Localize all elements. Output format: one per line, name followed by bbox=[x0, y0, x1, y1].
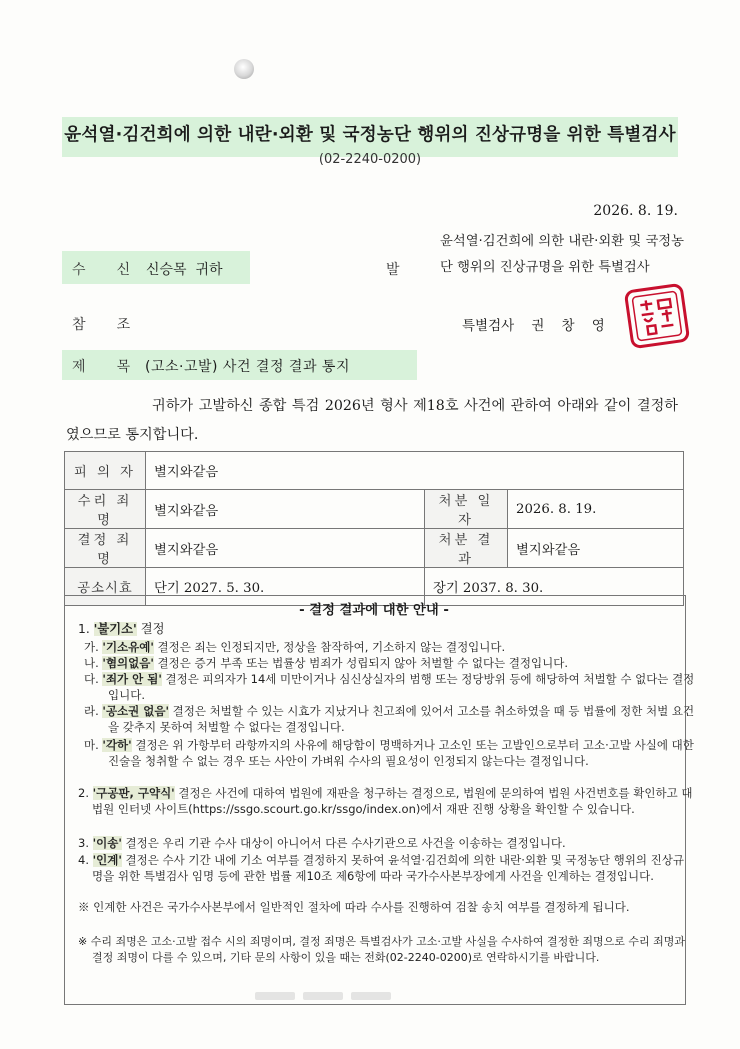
sub-text: 결정은 위 가항부터 라항까지의 사유에 해당함이 명백하거나 고소인 또는 고발인으로부터 고소·고발 사실에 대한 진술을 청취할 수 없는 경우 또는 사안이 가벼워 수사의 필요성이 인정되지 않는다는 결정입니다. bbox=[108, 738, 694, 768]
disposition-result-value: 별지와같음 bbox=[508, 529, 684, 568]
sender-name: 특별검사 권 창 영 bbox=[462, 318, 605, 334]
note-text: 인계한 사건은 국가수사본부에서 일반적인 절차에 따라 수사를 진행하여 검찰 송치 여부를 결정하게 됩니다. bbox=[93, 900, 630, 914]
charge-label: 수리 죄명 bbox=[65, 490, 146, 529]
sub-prefix: 다. bbox=[84, 672, 99, 686]
disposition-result-label: 처분 결과 bbox=[425, 529, 508, 568]
guide-item-2 bbox=[78, 786, 694, 817]
decision-charge-value: 별지와같음 bbox=[146, 529, 425, 568]
sub-text: 결정은 처벌할 수 있는 시효가 지났거나 친고죄에 있어서 고소를 취소하였을 때 등 법률에 정한 처벌 요건을 갖추지 못하여 처벌할 수 없다는 결정입니다. bbox=[108, 704, 695, 734]
sub-prefix: 라. bbox=[84, 704, 99, 718]
guide-note-1 bbox=[78, 900, 694, 916]
guide-sub-ma bbox=[84, 738, 704, 769]
subject-text: (고소·고발) 사건 결정 결과 통지 bbox=[145, 359, 350, 375]
guide-sub-ra bbox=[84, 704, 704, 735]
notice-body: 귀하가 고발하신 종합 특검 2026년 형사 제18호 사건에 관하여 아래와 같이 결정하였으므로 통지합니다. bbox=[66, 398, 678, 443]
sub-prefix: 가. bbox=[84, 640, 99, 654]
term-transfer: '이송' bbox=[92, 836, 122, 850]
limitation-short: 단기 2027. 5. 30. bbox=[146, 568, 425, 606]
item-text: 결정 bbox=[136, 622, 165, 636]
decision-charge-label: 결정 죄명 bbox=[65, 529, 146, 568]
sender-org: 윤석열·김건희에 의한 내란·외환 및 국정농단 행위의 진상규명을 위한 특별검사 bbox=[440, 234, 684, 275]
item-text: 결정은 우리 기관 수사 대상이 아니어서 다른 수사기관으로 사건을 이송하는 결정입니다. bbox=[121, 836, 566, 850]
subject-label: 제 목 bbox=[72, 359, 131, 375]
agency-title: 윤석열·김건희에 의한 내란·외환 및 국정농단 행위의 진상규명을 위한 특별검사 bbox=[64, 125, 676, 145]
item-number: 2. bbox=[78, 786, 89, 800]
guide-note-2 bbox=[78, 934, 694, 965]
sender-label: 발 bbox=[386, 262, 400, 278]
guide-item-3 bbox=[78, 836, 694, 852]
sub-text: 결정은 피의자가 14세 미만이거나 심신상실자의 범행 또는 정당방위 등에 해당하여 처벌할 수 없다는 결정입니다. bbox=[108, 672, 695, 702]
term-suspended: '기소유예' bbox=[102, 640, 154, 654]
recipient-label: 수 신 bbox=[72, 262, 131, 278]
term-dismissal: '각하' bbox=[102, 738, 132, 752]
reference-label: 참 조 bbox=[72, 317, 131, 333]
sub-prefix: 마. bbox=[84, 738, 99, 752]
item-number: 4. bbox=[78, 853, 89, 867]
limitation-label: 공소시효 bbox=[65, 568, 146, 606]
table-row bbox=[65, 452, 684, 490]
note-text: 수리 죄명은 고소·고발 접수 시의 죄명이며, 결정 죄명은 특별검사가 고소·고발 사실을 수사하여 결정한 죄명으로 수리 죄명과 결정 죄명이 다를 수 있으며, 기타 문의 사항이 있을 때는 전화(02-2240-0200)로 연락하시기를 바랍니다. bbox=[90, 935, 685, 964]
term-nonprosecution: '불기소' bbox=[93, 622, 137, 636]
recipient-name: 신승목 귀하 bbox=[146, 262, 223, 278]
term-indictment: '구공판, 구약식' bbox=[92, 786, 175, 800]
term-handover: '인계' bbox=[92, 853, 122, 867]
sub-prefix: 나. bbox=[84, 656, 99, 670]
case-info-table bbox=[64, 451, 684, 606]
disposition-date-value: 2026. 8. 19. bbox=[508, 490, 684, 529]
sub-text: 결정은 죄는 인정되지만, 정상을 참작하여, 기소하지 않는 결정입니다. bbox=[153, 640, 506, 654]
official-seal-icon bbox=[622, 281, 692, 351]
guide-sub-da bbox=[84, 672, 704, 703]
term-no-charge: '혐의없음' bbox=[102, 656, 154, 670]
note-mark: ※ bbox=[78, 935, 88, 948]
item-text: 결정은 사건에 대하여 법원에 재판을 청구하는 결정으로, 법원에 문의하여 법원 사건번호를 확인하고 대법원 인터넷 사이트(https://ssgo.scourt.go.kr/ssgo/index.on)에서 재판 진행 상황을 확인할 수 있습니다. bbox=[92, 786, 693, 816]
redacted-footer bbox=[255, 985, 435, 999]
guide-sub-na bbox=[84, 656, 704, 672]
suspect-value: 별지와같음 bbox=[146, 452, 684, 490]
punch-hole bbox=[234, 59, 254, 79]
charge-value: 별지와같음 bbox=[146, 490, 425, 529]
guide-item-4 bbox=[78, 853, 694, 884]
guide-item-1 bbox=[78, 622, 678, 638]
sub-text: 결정은 증거 부족 또는 법률상 범죄가 성립되지 않아 처벌할 수 없다는 결정입니다. bbox=[153, 656, 569, 670]
table-row bbox=[65, 490, 684, 529]
term-no-crime: '죄가 안 됨' bbox=[102, 672, 162, 686]
item-number: 3. bbox=[78, 836, 89, 850]
agency-phone: (02-2240-0200) bbox=[318, 152, 422, 167]
table-row bbox=[65, 529, 684, 568]
guide-sub-ga bbox=[84, 640, 704, 656]
limitation-long: 장기 2037. 8. 30. bbox=[425, 568, 684, 606]
note-mark: ※ bbox=[78, 900, 90, 914]
document-date: 2026. 8. 19. bbox=[593, 203, 678, 219]
guide-title: - 결정 결과에 대한 안내 - bbox=[299, 603, 449, 618]
suspect-label: 피 의 자 bbox=[65, 452, 146, 490]
term-no-right: '공소권 없음' bbox=[102, 704, 170, 718]
item-text: 결정은 수사 기간 내에 기소 여부를 결정하지 못하여 윤석열·김건희에 의한 내란·외환 및 국정농단 행위의 진상규명을 위한 특별검사 임명 등에 관한 법률 제10조 제6항에 따라 국가수사본부장에게 사건을 인계하는 결정입니다. bbox=[92, 853, 684, 883]
disposition-date-label: 처분 일자 bbox=[425, 490, 508, 529]
item-number: 1. bbox=[78, 622, 90, 636]
